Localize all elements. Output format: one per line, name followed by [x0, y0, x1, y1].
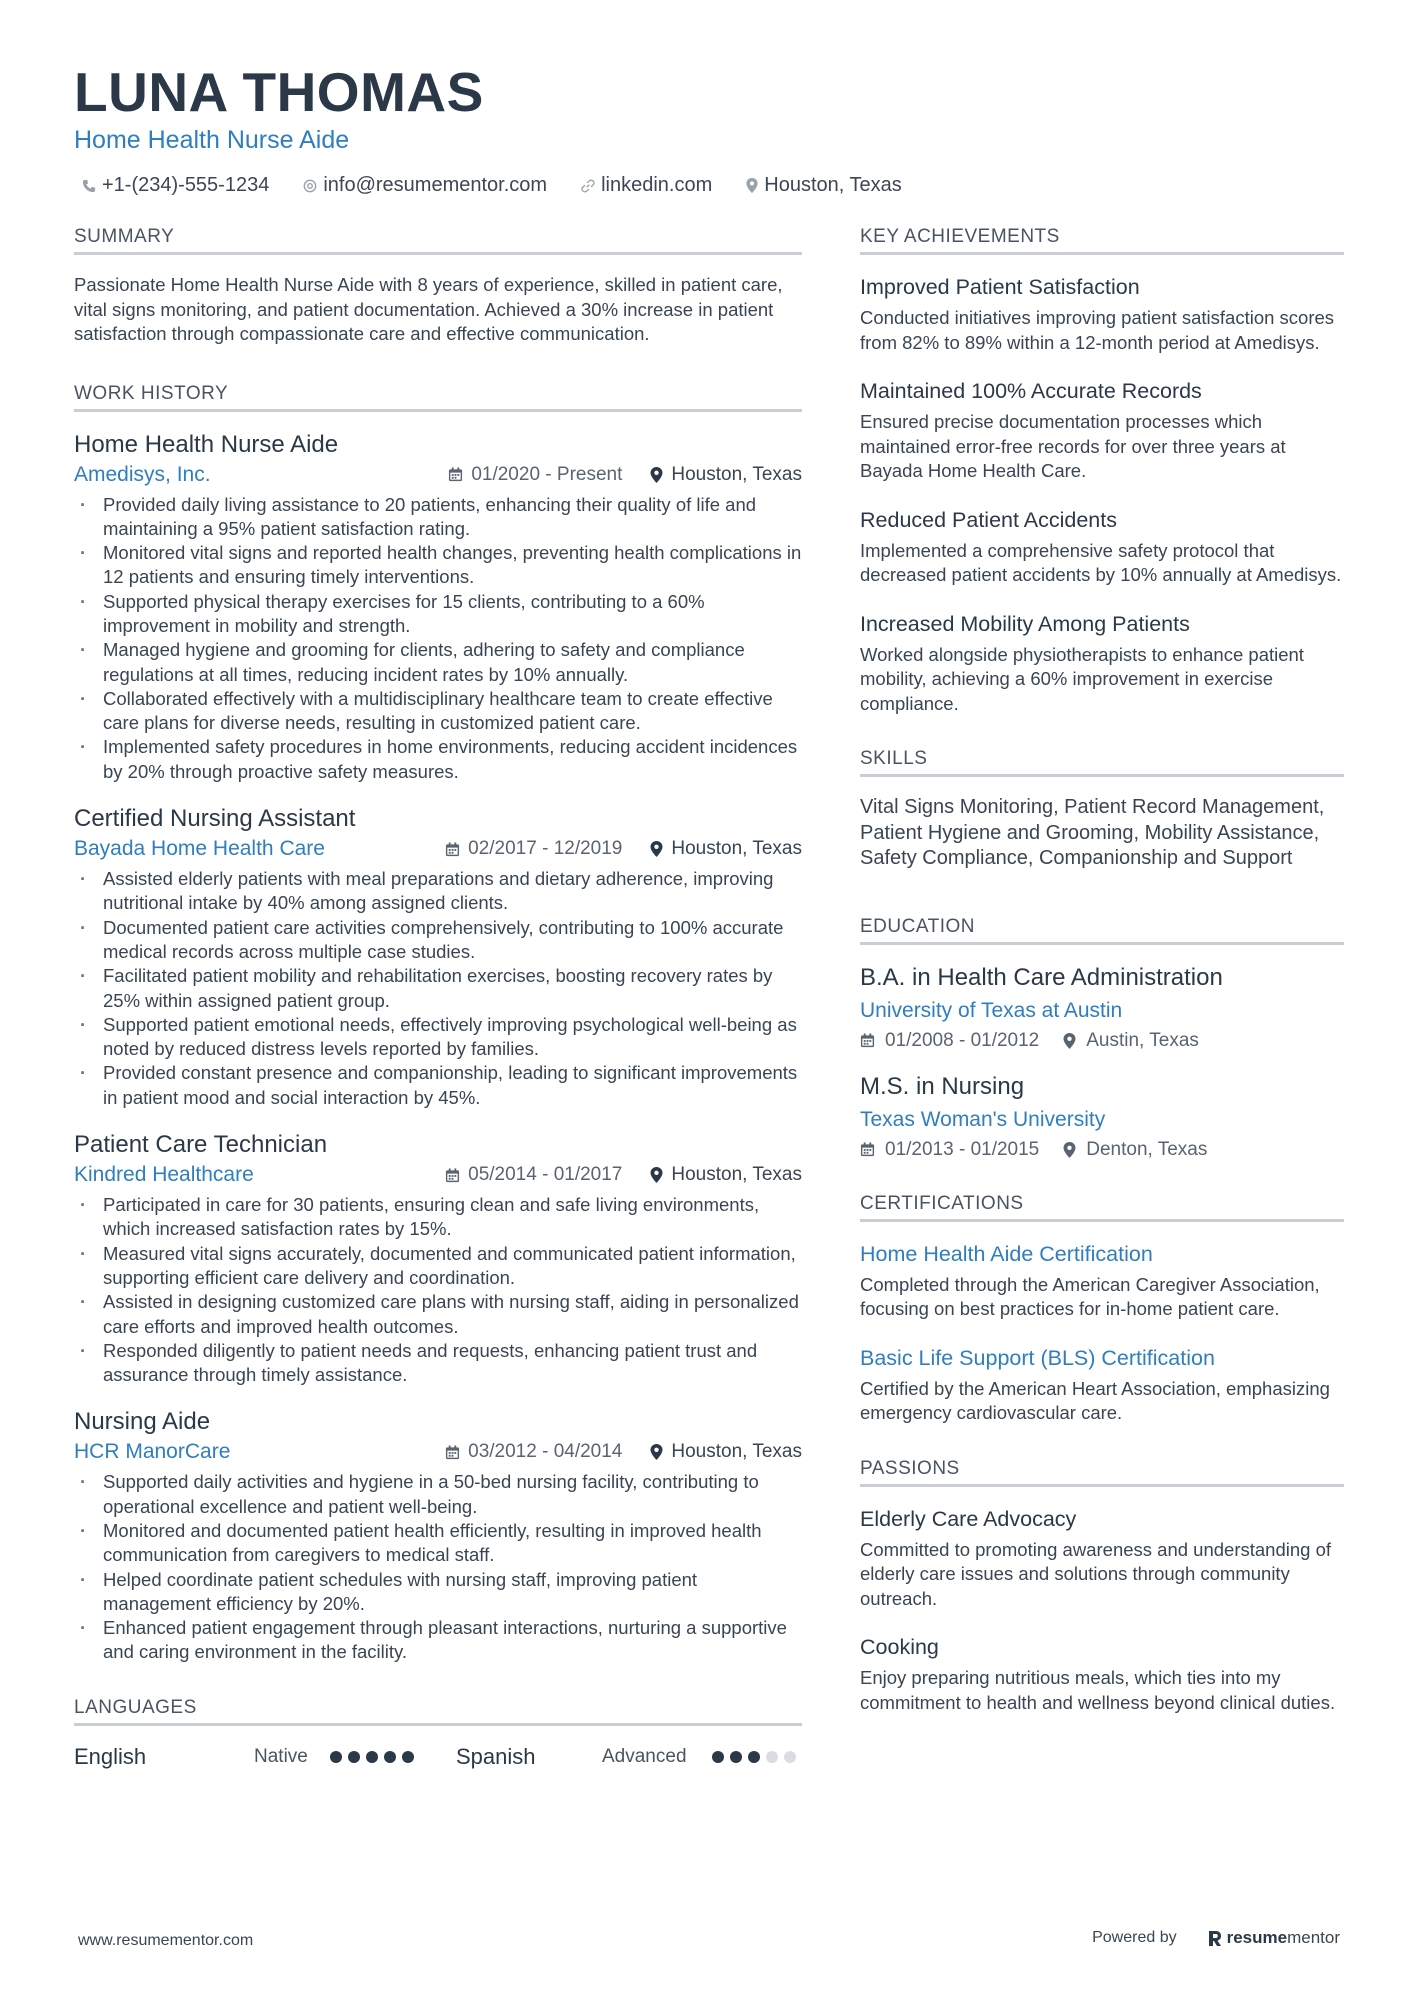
candidate-role: Home Health Nurse Aide: [74, 126, 350, 154]
key-achievements-section: [860, 226, 1344, 716]
education-degree: B.A. in Health Care Administration: [860, 963, 1223, 991]
passion-text: Enjoy preparing nutritious meals, which ties into my commitment to health and wellness beyond clinical duties.: [860, 1667, 1336, 1713]
map-pin-icon: [1063, 1142, 1076, 1158]
job-entry: [74, 430, 802, 785]
achievement-text: Ensured precise documentation processes which maintained error-free records for over three years at Bayada Home Health Care.: [860, 411, 1286, 481]
at-sign-icon: [303, 179, 317, 193]
passion-text: Committed to promoting awareness and understanding of elderly care issues and solutions through community outreach.: [860, 1538, 1331, 1609]
resumementor-logo-icon: [1207, 1929, 1223, 1947]
job-bullet: · Monitored and documented patient health efficiently, resulting in improved health communication from caregivers to medical staff.: [74, 1519, 802, 1568]
job-location: Houston, Texas: [671, 463, 802, 485]
job-bullets: [74, 1193, 802, 1387]
brand-name-bold: resume: [1226, 1928, 1288, 1947]
job-title: Home Health Nurse Aide: [74, 430, 339, 458]
education-school: University of Texas at Austin: [860, 998, 1123, 1022]
certification-item: [860, 1240, 1344, 1322]
map-pin-icon: [650, 1444, 663, 1460]
job-bullet: · Assisted in designing customized care plans with nursing staff, aiding in personalized care efforts and improved health outcomes.: [74, 1290, 802, 1339]
job-bullet: · Assisted elderly patients with meal preparations and dietary adherence, improving nutritional intake by 40% among assigned clients.: [74, 867, 802, 916]
rating-dot: [348, 1751, 360, 1763]
language-rating-dots: [712, 1751, 802, 1763]
passions-heading: PASSIONS: [860, 1458, 1344, 1487]
job-bullet: · Helped coordinate patient schedules with nursing staff, improving patient management efficiency by 20%.: [74, 1568, 802, 1617]
certifications-section: [860, 1193, 1344, 1426]
achievement-item: [860, 377, 1344, 484]
brand-logo[interactable]: [1207, 1928, 1340, 1948]
skills-text: Vital Signs Monitoring, Patient Record Management, Patient Hygiene and Grooming, Mobility Assistance, Safety Compliance, Companionship and Support: [860, 796, 1325, 869]
linkedin-text: linkedin.com: [601, 174, 713, 196]
map-pin-icon: [1063, 1033, 1076, 1049]
map-pin-icon: [650, 1167, 663, 1183]
calendar-icon: [445, 842, 460, 857]
calendar-icon: [860, 1142, 875, 1157]
achievement-item: [860, 506, 1344, 588]
job-location: Houston, Texas: [671, 1441, 802, 1463]
education-location: Austin, Texas: [1086, 1029, 1199, 1051]
job-title: Nursing Aide: [74, 1408, 211, 1436]
education-location: Denton, Texas: [1086, 1138, 1208, 1160]
job-dates: 02/2017 - 12/2019: [468, 838, 623, 860]
contact-phone[interactable]: [82, 174, 269, 197]
brand-name-rest: mentor: [1287, 1928, 1340, 1947]
achievement-text: Worked alongside physiotherapists to enhance patient mobility, achieving a 60% improvement in exercise compliance.: [860, 643, 1304, 714]
education-heading: EDUCATION: [860, 916, 1344, 945]
rating-dot: [712, 1751, 724, 1763]
achievement-title: Increased Mobility Among Patients: [860, 611, 1190, 636]
rating-dot: [366, 1751, 378, 1763]
education-dates: 01/2013 - 01/2015: [885, 1138, 1040, 1160]
calendar-icon: [445, 1445, 460, 1460]
achievement-item: [860, 610, 1344, 717]
summary-text: Passionate Home Health Nurse Aide with 8 years of experience, skilled in patient care, vital signs monitoring, and patient documentation. Achieved a 30% increase in patient satisfaction through compassionate care and effective communication.: [74, 274, 783, 344]
calendar-icon: [448, 467, 463, 482]
job-bullet: · Participated in care for 30 patients, ensuring clean and safe living environments, which increased satisfaction rates by 15%.: [74, 1193, 802, 1242]
education-degree: M.S. in Nursing: [860, 1072, 1025, 1100]
powered-by-text: Powered by: [1092, 1929, 1177, 1946]
work-history-heading: WORK HISTORY: [74, 383, 802, 412]
education-dates: 01/2008 - 01/2012: [885, 1029, 1040, 1051]
location-text: Houston, Texas: [764, 174, 902, 196]
left-column: [74, 226, 802, 1770]
certification-text: Certified by the American Heart Association, emphasizing emergency cardiovascular care.: [860, 1377, 1330, 1423]
company-name: Bayada Home Health Care: [74, 837, 325, 861]
passion-title: Cooking: [860, 1635, 939, 1659]
job-bullet: · Implemented safety procedures in home environments, reducing accident incidences by 20% through proactive safety measures.: [74, 735, 802, 784]
contact-bar: [74, 174, 1344, 197]
work-history-section: [74, 383, 802, 1665]
phone-text: +1-(234)-555-1234: [102, 174, 270, 196]
job-bullet: · Collaborated effectively with a multidisciplinary healthcare team to create effective care plans for diverse needs, resulting in customized patient care.: [74, 687, 802, 736]
calendar-icon: [860, 1033, 875, 1048]
certification-title: Home Health Aide Certification: [860, 1241, 1153, 1266]
contact-linkedin[interactable]: [581, 174, 712, 197]
language-level: Advanced: [602, 1745, 687, 1767]
job-bullet: · Responded diligently to patient needs and requests, enhancing patient trust and assurance through timely assistance.: [74, 1339, 802, 1388]
education-item: [860, 963, 1344, 1052]
job-dates: 03/2012 - 04/2014: [468, 1441, 623, 1463]
job-entry: [74, 1130, 802, 1387]
map-pin-icon: [746, 178, 758, 193]
contact-location: [746, 174, 902, 197]
job-bullet: · Documented patient care activities comprehensively, contributing to 100% accurate medical records across multiple case studies.: [74, 916, 802, 965]
company-name: Kindred Healthcare: [74, 1163, 254, 1187]
job-bullet: · Enhanced patient engagement through pleasant interactions, nurturing a supportive and caring environment in the facility.: [74, 1616, 802, 1665]
job-location: Houston, Texas: [671, 1164, 802, 1186]
certification-item: [860, 1344, 1344, 1426]
calendar-icon: [445, 1168, 460, 1183]
rating-dot: [748, 1751, 760, 1763]
job-bullet: · Supported daily activities and hygiene in a 50-bed nursing facility, contributing to operational excellence and patient well-being.: [74, 1470, 802, 1519]
map-pin-icon: [650, 467, 663, 483]
certification-text: Completed through the American Caregiver Association, focusing on best practices for in-home patient care.: [860, 1273, 1320, 1319]
achievement-title: Reduced Patient Accidents: [860, 507, 1117, 532]
link-icon: [581, 179, 595, 193]
skills-section: [860, 748, 1344, 872]
education-item: [860, 1072, 1344, 1161]
rating-dot: [766, 1751, 778, 1763]
job-bullet: · Measured vital signs accurately, documented and communicated patient information, supporting efficient care delivery and coordination.: [74, 1242, 802, 1291]
achievement-title: Maintained 100% Accurate Records: [860, 379, 1202, 403]
language-level: Native: [254, 1745, 308, 1767]
right-column: [860, 226, 1344, 1737]
rating-dot: [384, 1751, 396, 1763]
passions-section: [860, 1458, 1344, 1716]
contact-email[interactable]: [303, 174, 547, 197]
passion-item: [860, 1505, 1344, 1612]
rating-dot: [402, 1751, 414, 1763]
footer-branding: [1092, 1928, 1340, 1948]
job-bullet: · Supported physical therapy exercises for 15 clients, contributing to a 60% improvement in mobility and strength.: [74, 590, 802, 639]
rating-dot: [330, 1751, 342, 1763]
job-bullets: [74, 1470, 802, 1664]
achievement-text: Implemented a comprehensive safety protocol that decreased patient accidents by 10% annually at Amedisys.: [860, 539, 1342, 585]
resume-header: [74, 60, 1344, 197]
job-title: Patient Care Technician: [74, 1131, 328, 1159]
job-dates: 05/2014 - 01/2017: [468, 1164, 623, 1186]
job-bullet: · Provided constant presence and companionship, leading to significant improvements in patient mood and social interaction by 45%.: [74, 1061, 802, 1110]
footer-website[interactable]: www.resumementor.com: [78, 1932, 254, 1949]
email-text: info@resumementor.com: [323, 174, 548, 196]
job-entry: [74, 1407, 802, 1664]
job-bullets: [74, 493, 802, 785]
languages-section: [74, 1697, 802, 1770]
passion-title: Elderly Care Advocacy: [860, 1506, 1077, 1531]
achievement-title: Improved Patient Satisfaction: [860, 275, 1140, 299]
job-bullets: [74, 867, 802, 1110]
company-name: Amedisys, Inc.: [74, 462, 211, 486]
achievement-text: Conducted initiatives improving patient satisfaction scores from 82% to 89% within a 12-month period at Amedisys.: [860, 307, 1335, 353]
job-bullet: · Facilitated patient mobility and rehabilitation exercises, boosting recovery rates by 25% within assigned patient group.: [74, 964, 802, 1013]
key-achievements-heading: KEY ACHIEVEMENTS: [860, 226, 1344, 255]
language-name: English: [74, 1743, 147, 1769]
phone-icon: [82, 179, 96, 193]
job-location: Houston, Texas: [671, 838, 802, 860]
job-bullet: · Managed hygiene and grooming for clients, adhering to safety and compliance regulations at all times, reducing incident rates by 10% annually.: [74, 638, 802, 687]
language-rating-dots: [330, 1751, 456, 1763]
job-bullet: · Monitored vital signs and reported health changes, preventing health complications in 12 patients and ensuring timely interventions.: [74, 541, 802, 590]
passion-item: [860, 1633, 1344, 1715]
skills-heading: SKILLS: [860, 748, 1344, 777]
job-bullet: · Provided daily living assistance to 20 patients, enhancing their quality of life and maintaining a 95% patient satisfaction rating.: [74, 493, 802, 542]
job-dates: 01/2020 - Present: [471, 463, 623, 485]
summary-heading: SUMMARY: [74, 226, 802, 255]
language-name: Spanish: [456, 1743, 536, 1769]
job-bullet: · Supported patient emotional needs, effectively improving psychological well-being as noted by reduced distress levels reported by families.: [74, 1013, 802, 1062]
job-entry: [74, 804, 802, 1110]
candidate-name: LUNA THOMAS: [74, 61, 484, 123]
languages-heading: LANGUAGES: [74, 1697, 802, 1726]
map-pin-icon: [650, 841, 663, 857]
summary-section: [74, 226, 802, 347]
achievement-item: [860, 273, 1344, 355]
education-section: [860, 916, 1344, 1161]
certifications-heading: CERTIFICATIONS: [860, 1193, 1344, 1222]
rating-dot: [730, 1751, 742, 1763]
rating-dot: [784, 1751, 796, 1763]
job-title: Certified Nursing Assistant: [74, 805, 356, 833]
certification-title: Basic Life Support (BLS) Certification: [860, 1345, 1215, 1370]
company-name: HCR ManorCare: [74, 1440, 231, 1464]
education-school: Texas Woman's University: [860, 1107, 1106, 1131]
